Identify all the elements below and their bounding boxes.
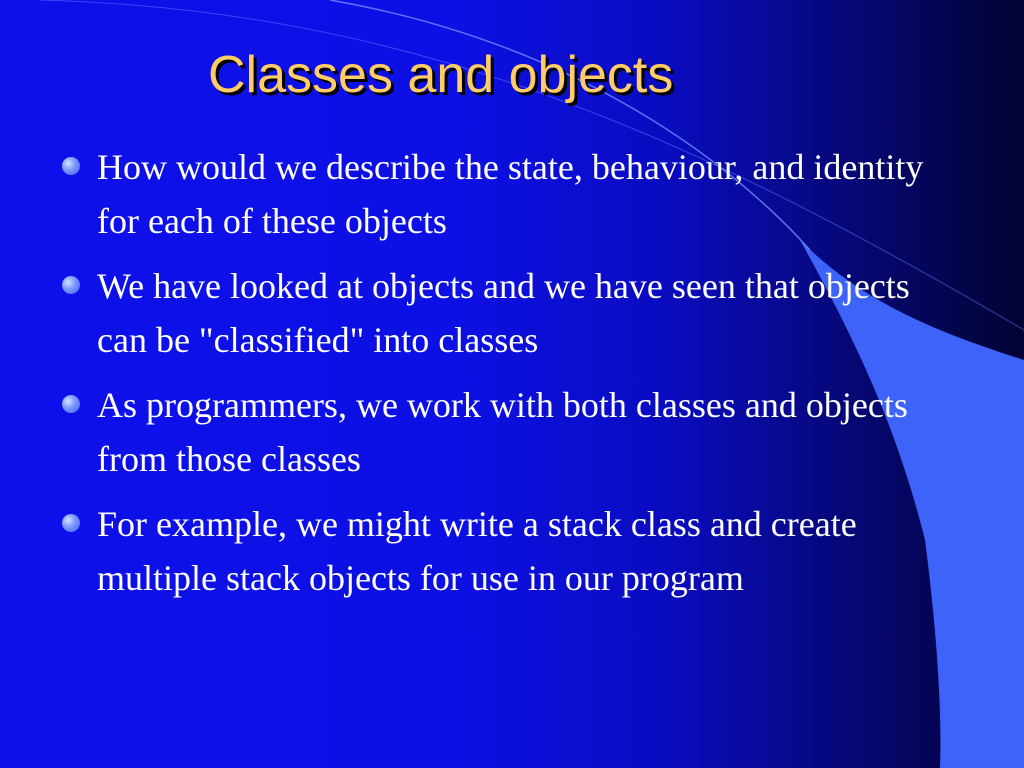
bullet-text: For example, we might write a stack class and create multiple stack objects for use in our program bbox=[97, 504, 857, 598]
round-bullet-icon bbox=[62, 514, 80, 532]
round-bullet-icon bbox=[62, 157, 80, 175]
bullet-text: How would we describe the state, behaviour, and identity for each of these objects bbox=[97, 147, 924, 241]
slide-title: Classes and objects bbox=[208, 46, 674, 104]
bullet-item bbox=[62, 140, 942, 248]
bullet-text: As programmers, we work with both classes and objects from those classes bbox=[97, 385, 908, 479]
bullet-item bbox=[62, 497, 942, 605]
round-bullet-icon bbox=[62, 395, 80, 413]
bullet-text: We have looked at objects and we have seen that objects can be "classified" into classes bbox=[97, 266, 910, 360]
round-bullet-icon bbox=[62, 276, 80, 294]
bullet-item bbox=[62, 259, 942, 367]
bullet-item bbox=[62, 378, 942, 486]
bullet-list bbox=[62, 140, 942, 616]
